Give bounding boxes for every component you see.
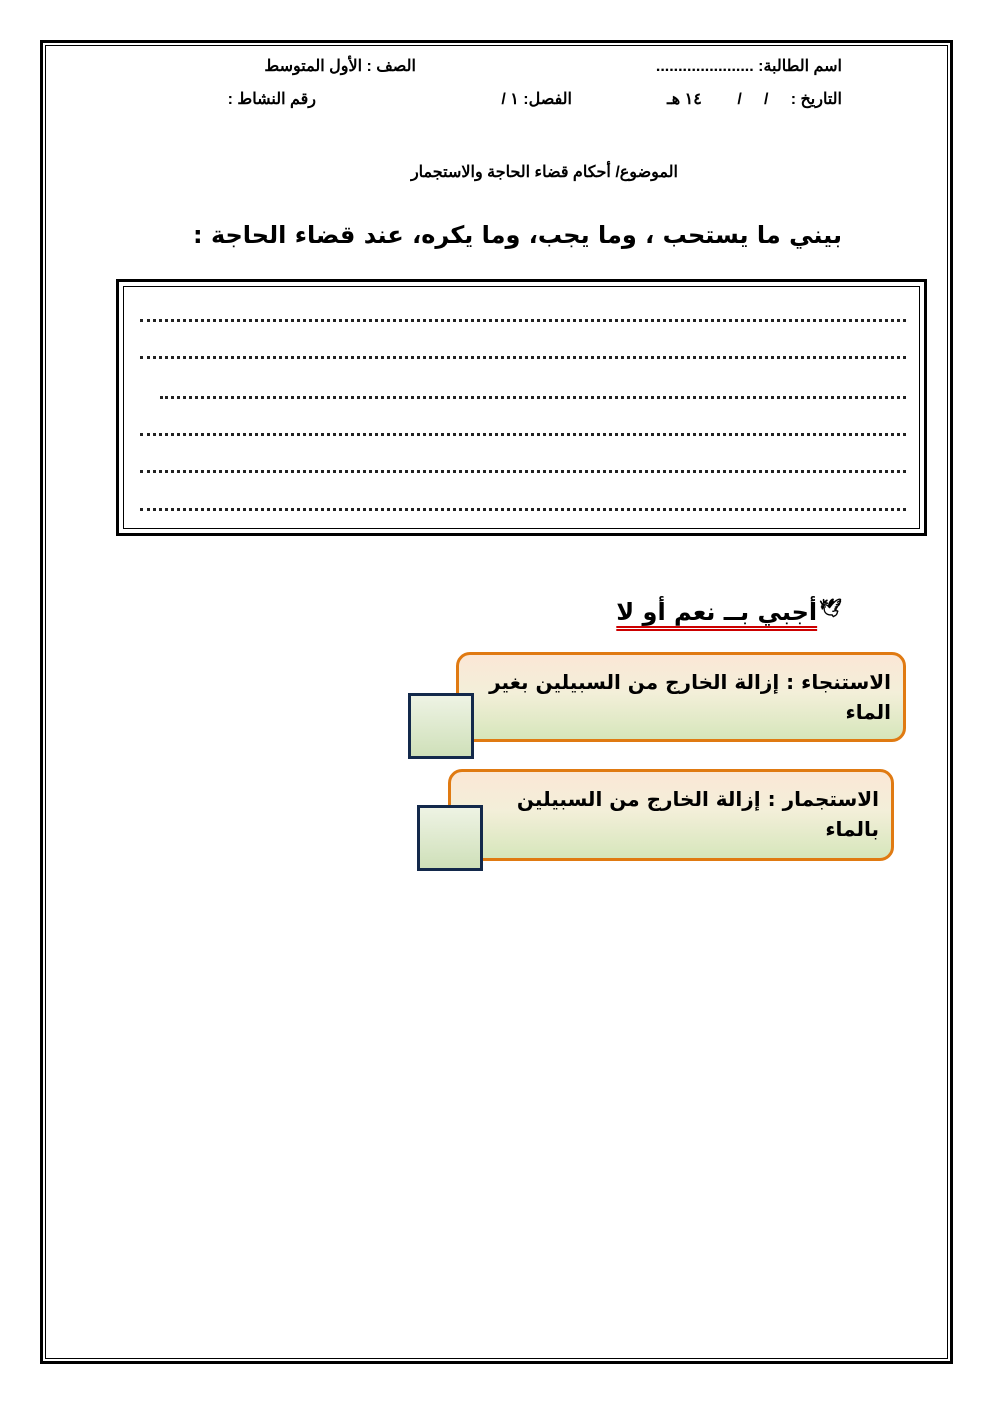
answer-line[interactable] xyxy=(140,319,906,322)
student-name-field: اسم الطالبة: ...................... xyxy=(655,58,842,75)
answer-checkbox-2[interactable] xyxy=(417,805,483,871)
yes-no-heading xyxy=(616,598,842,626)
yes-no-heading-text: أجبي بــ نعم أو لا xyxy=(616,598,818,626)
instruction-text: بيني ما يستحب ، وما يجب، وما يكره، عند قضاء الحاجة : xyxy=(192,221,842,249)
grade-label: الصف : الأول المتوسط xyxy=(264,58,416,75)
statement-text: الاستنجاء : إزالة الخارج من السبيلين بغير الماء xyxy=(489,670,891,724)
dove-icon: 🕊 xyxy=(819,598,842,619)
answer-line[interactable] xyxy=(140,356,906,359)
date-field: التاريخ : / / ١٤ هـ xyxy=(667,91,842,108)
answer-box-inner xyxy=(123,286,920,529)
statement-text: الاستجمار : إزالة الخارج من السبيلين بالماء xyxy=(516,787,879,841)
statement-card-2 xyxy=(448,769,894,861)
answer-line[interactable] xyxy=(140,433,906,436)
term-label: الفصل: ١ / xyxy=(501,91,572,108)
answer-line[interactable] xyxy=(140,508,906,511)
statement-card-1 xyxy=(456,652,906,742)
answer-checkbox-1[interactable] xyxy=(408,693,474,759)
activity-number-field: رقم النشاط : xyxy=(227,91,316,108)
answer-line[interactable] xyxy=(140,470,906,473)
answer-line[interactable] xyxy=(160,396,906,399)
subject-title: الموضوع/ أحكام قضاء الحاجة والاستجمار xyxy=(410,164,678,181)
